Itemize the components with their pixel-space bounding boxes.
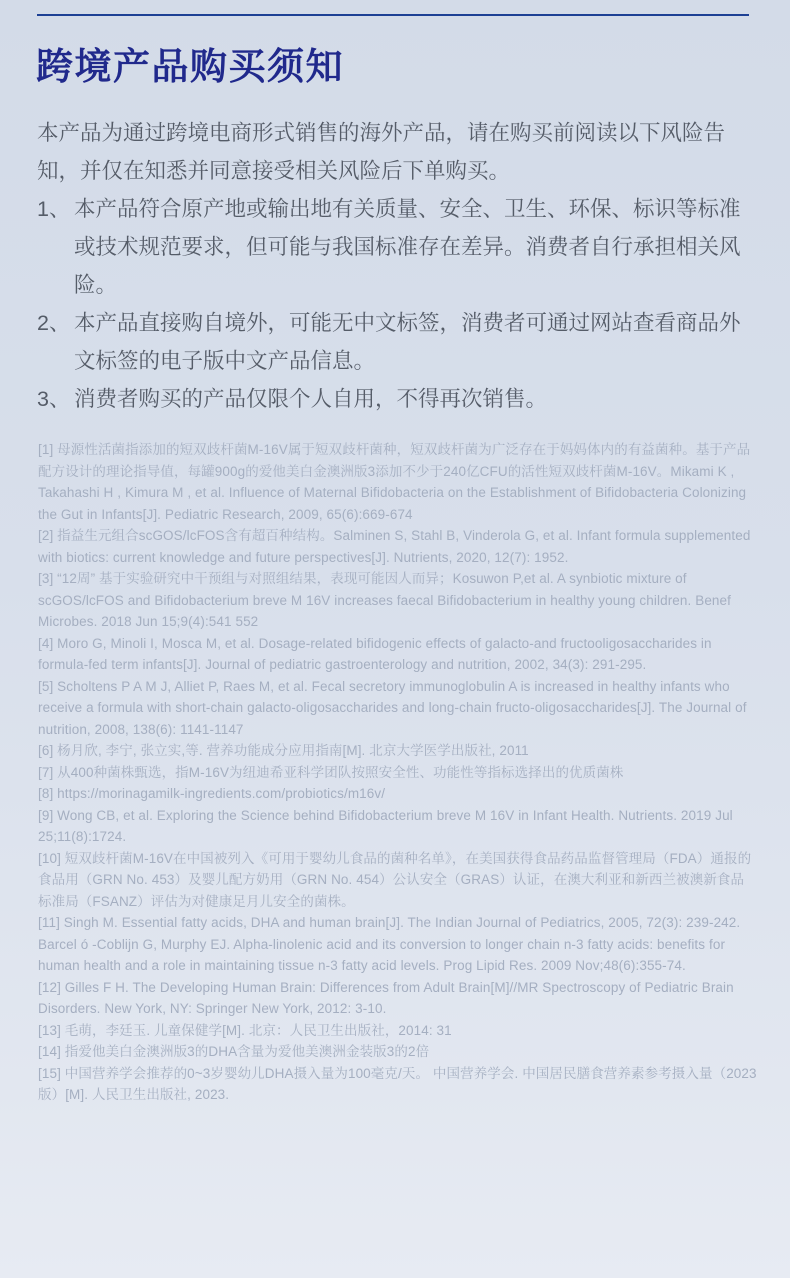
- item-text: 消费者购买的产品仅限个人自用，不得再次销售。: [74, 387, 548, 411]
- footnote-15: [15] 中国营养学会推荐的0~3岁婴幼儿DHA摄入量为100毫克/天。 中国营养学会. 中国居民膳食营养素参考摄入量（2023版）[M]. 人民卫生出版社, 2023.: [38, 1065, 757, 1102]
- footnote-9: [9] Wong CB, et al. Exploring the Science behind Bifidobacterium breve M 16V in Infant Health. Nutrients. 2019 Jul 25;11(8):1724.: [38, 807, 733, 844]
- footnote-2: [2] 指益生元组合scGOS/lcFOS含有超百种结构。Salminen S, Stahl B, Vinderola G, et al. Infant formula supplemented with biotics: current knowledge and future perspectives[J]. Nutrients, 2020, 12(7): 1952.: [38, 528, 751, 565]
- footnotes-section: [38, 439, 757, 1106]
- risk-notice-item-3: [37, 380, 756, 418]
- footnote-11: [11] Singh M. Essential fatty acids, DHA and human brain[J]. The Indian Journal of Pediatrics, 2005, 72(3): 239-242. Barcel ó -Coblijn G, Murphy EJ. Alpha-linolenic acid and its conversion to longer chain n-3 fatty acids: benefits for human health and a role in maintaining tissue n-3 fatty acid levels. Prog Lipid Res. 2009 Nov;48(6):355-74.: [38, 915, 741, 973]
- footnote-6: [6] 杨月欣, 李宁, 张立实,等. 营养功能成分应用指南[M]. 北京大学医学出版社, 2011: [38, 743, 529, 758]
- top-divider-line: [37, 14, 749, 16]
- footnote-13: [13] 毛萌，李廷玉. 儿童保健学[M]. 北京：人民卫生出版社，2014: 31: [38, 1022, 452, 1038]
- footnote-1: [1] 母源性活菌指添加的短双歧杆菌M-16V属于短双歧杆菌种，短双歧杆菌为广泛存在于妈妈体内的有益菌种。基于产品配方设计的理论指导值，每罐900g的爱他美白金澳洲版3添加不少于240亿CFU的活性短双歧杆菌M-16V。Mikami K , Takahashi H , Kimura M , et al. Influence of Maternal Bifidobacteria on the Establishment of Bifidobacteria Colonizing the Gut in Infants[J]. Pediatric Research, 2009, 65(6):669-674: [38, 442, 751, 522]
- item-number: 1、: [37, 197, 71, 221]
- footnote-5: [5] Scholtens P A M J, Alliet P, Raes M, et al. Fecal secretory immunoglobulin A is increased in healthy infants who receive a formula with short-chain galacto-oligosaccharides and long-chain fructo-oligosaccharides[J]. The Journal of nutrition, 2008, 138(6): 1141-1147: [38, 678, 747, 737]
- page-title: 跨境产品购买须知: [36, 46, 344, 87]
- item-number: 2、: [37, 311, 71, 335]
- item-number: 3、: [37, 387, 71, 411]
- footnote-12: [12] Gilles F H. The Developing Human Brain: Differences from Adult Brain[M]//MR Spectroscopy of Pediatric Brain Disorders. New York, NY: Springer New York, 2012: 3-10.: [38, 979, 734, 1016]
- risk-notice-item-2: [37, 304, 756, 380]
- footnote-8: [8] https://morinagamilk-ingredients.com/probiotics/m16v/: [38, 786, 386, 801]
- footnote-14: [14] 指爱他美白金澳洲版3的DHA含量为爱他美澳洲金装版3的2倍: [38, 1044, 430, 1059]
- footnote-3: [3] “12周” 基于实验研究中干预组与对照组结果，表现可能因人而异；Kosuwon P,et al. A synbiotic mixture of scGOS/lcFOS and Bifidobacterium breve M 16V increases faecal Bifidobacterium in healthy young children. Benef Microbes. 2018 Jun 15;9(4):541 552: [38, 571, 731, 629]
- risk-notice-list: [37, 190, 756, 418]
- risk-notice-item-1: [37, 190, 756, 304]
- footnote-10: [10] 短双歧杆菌M-16V在中国被列入《可用于婴幼儿食品的菌种名单》，在美国获得食品药品监督管理局（FDA）通报的食品用（GRN No. 453）及婴儿配方奶用（GRN No. 454）公认安全（GRAS）认证，在澳大利亚和新西兰被澳新食品标准局（FSANZ）评估为对健康足月儿安全的菌株。: [38, 850, 752, 909]
- item-text: 本产品符合原产地或输出地有关质量、安全、卫生、环保、标识等标准或技术规范要求，但可能与我国标准存在差异。消费者自行承担相关风险。: [74, 197, 741, 297]
- intro-paragraph: 本产品为通过跨境电商形式销售的海外产品，请在购买前阅读以下风险告知，并仅在知悉并同意接受相关风险后下单购买。: [37, 121, 726, 183]
- footnote-4: [4] Moro G, Minoli I, Mosca M, et al. Dosage-related bifidogenic effects of galacto-and fructooligosaccharides in formula-fed term infants[J]. Journal of pediatric gastroenterology and nutrition, 2002, 34(3): 291-295.: [38, 635, 712, 672]
- item-text: 本产品直接购自境外，可能无中文标签，消费者可通过网站查看商品外文标签的电子版中文产品信息。: [74, 311, 741, 373]
- footnote-7: [7] 从400种菌株甄选，指M-16V为纽迪希亚科学团队按照安全性、功能性等指标选择出的优质菌株: [38, 764, 624, 780]
